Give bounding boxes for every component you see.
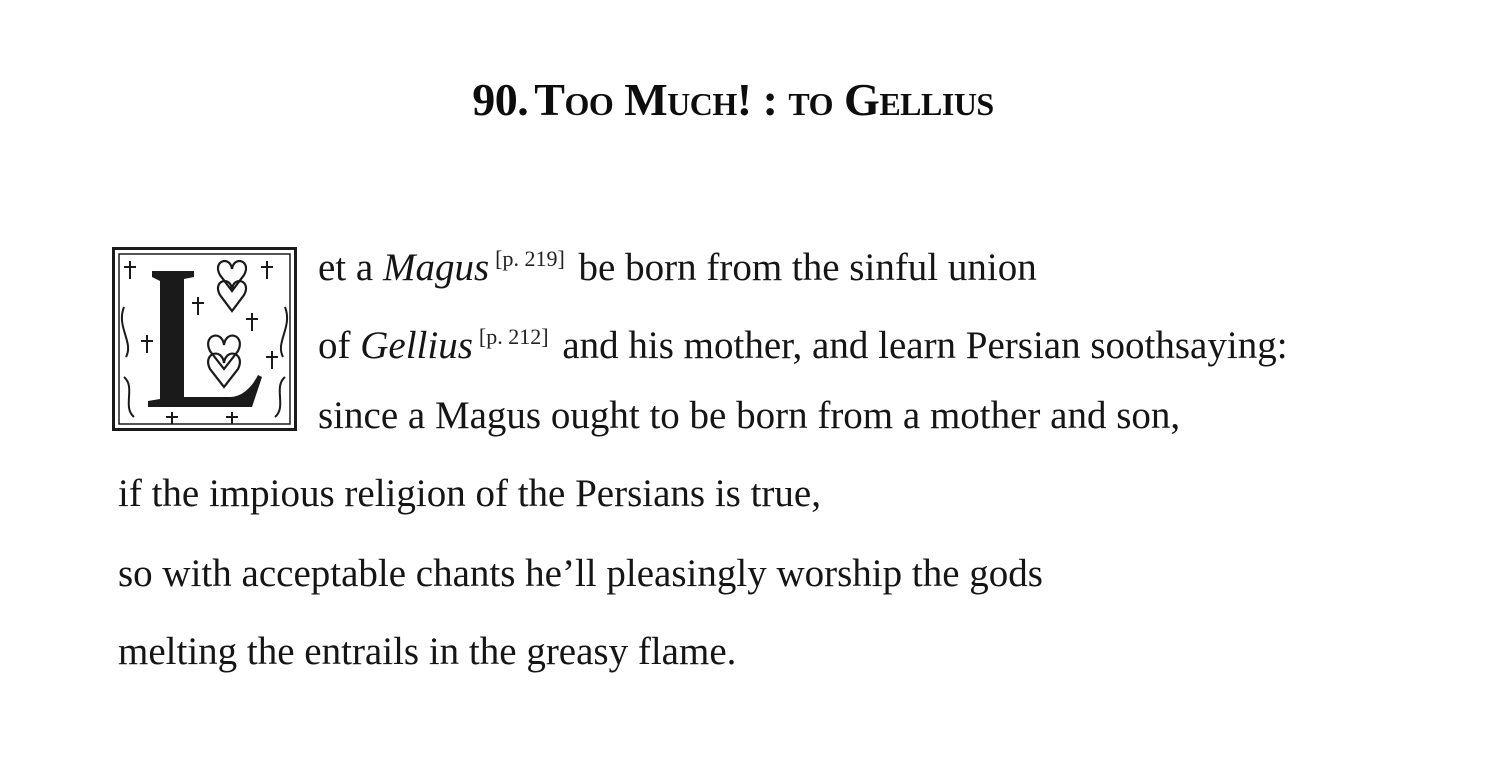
poem-line-3: since a Magus ought to be born from a mother and son, bbox=[318, 394, 1181, 437]
poem-line-2 bbox=[318, 313, 1288, 370]
poem-line-4: if the impious religion of the Persians is true, bbox=[118, 472, 821, 515]
poem-title bbox=[0, 68, 1466, 132]
poem-line-6: melting the entrails in the greasy flame. bbox=[118, 630, 737, 673]
page-reference-link[interactable]: [p. 219] bbox=[495, 246, 565, 271]
poem-line-2-end: and his mother, and learn Persian soothsaying: bbox=[552, 324, 1288, 367]
poem-line-5: so with acceptable chants he’ll pleasingly worship the gods bbox=[118, 552, 1043, 595]
poem-number: 90. bbox=[472, 74, 529, 125]
gellius-word: Gellius bbox=[360, 324, 473, 367]
magus-word: Magus bbox=[382, 246, 490, 289]
poem-line-1-start: et a bbox=[318, 246, 383, 289]
poem-line-1-end: be born from the sinful union bbox=[568, 246, 1037, 289]
poem-line-1 bbox=[318, 235, 1037, 292]
poem-title-text: Too Much! : to Gellius bbox=[534, 74, 994, 125]
poem-line-2-start: of bbox=[318, 324, 361, 367]
page-reference-link[interactable]: [p. 212] bbox=[478, 324, 549, 349]
illuminated-drop-cap bbox=[112, 247, 297, 431]
